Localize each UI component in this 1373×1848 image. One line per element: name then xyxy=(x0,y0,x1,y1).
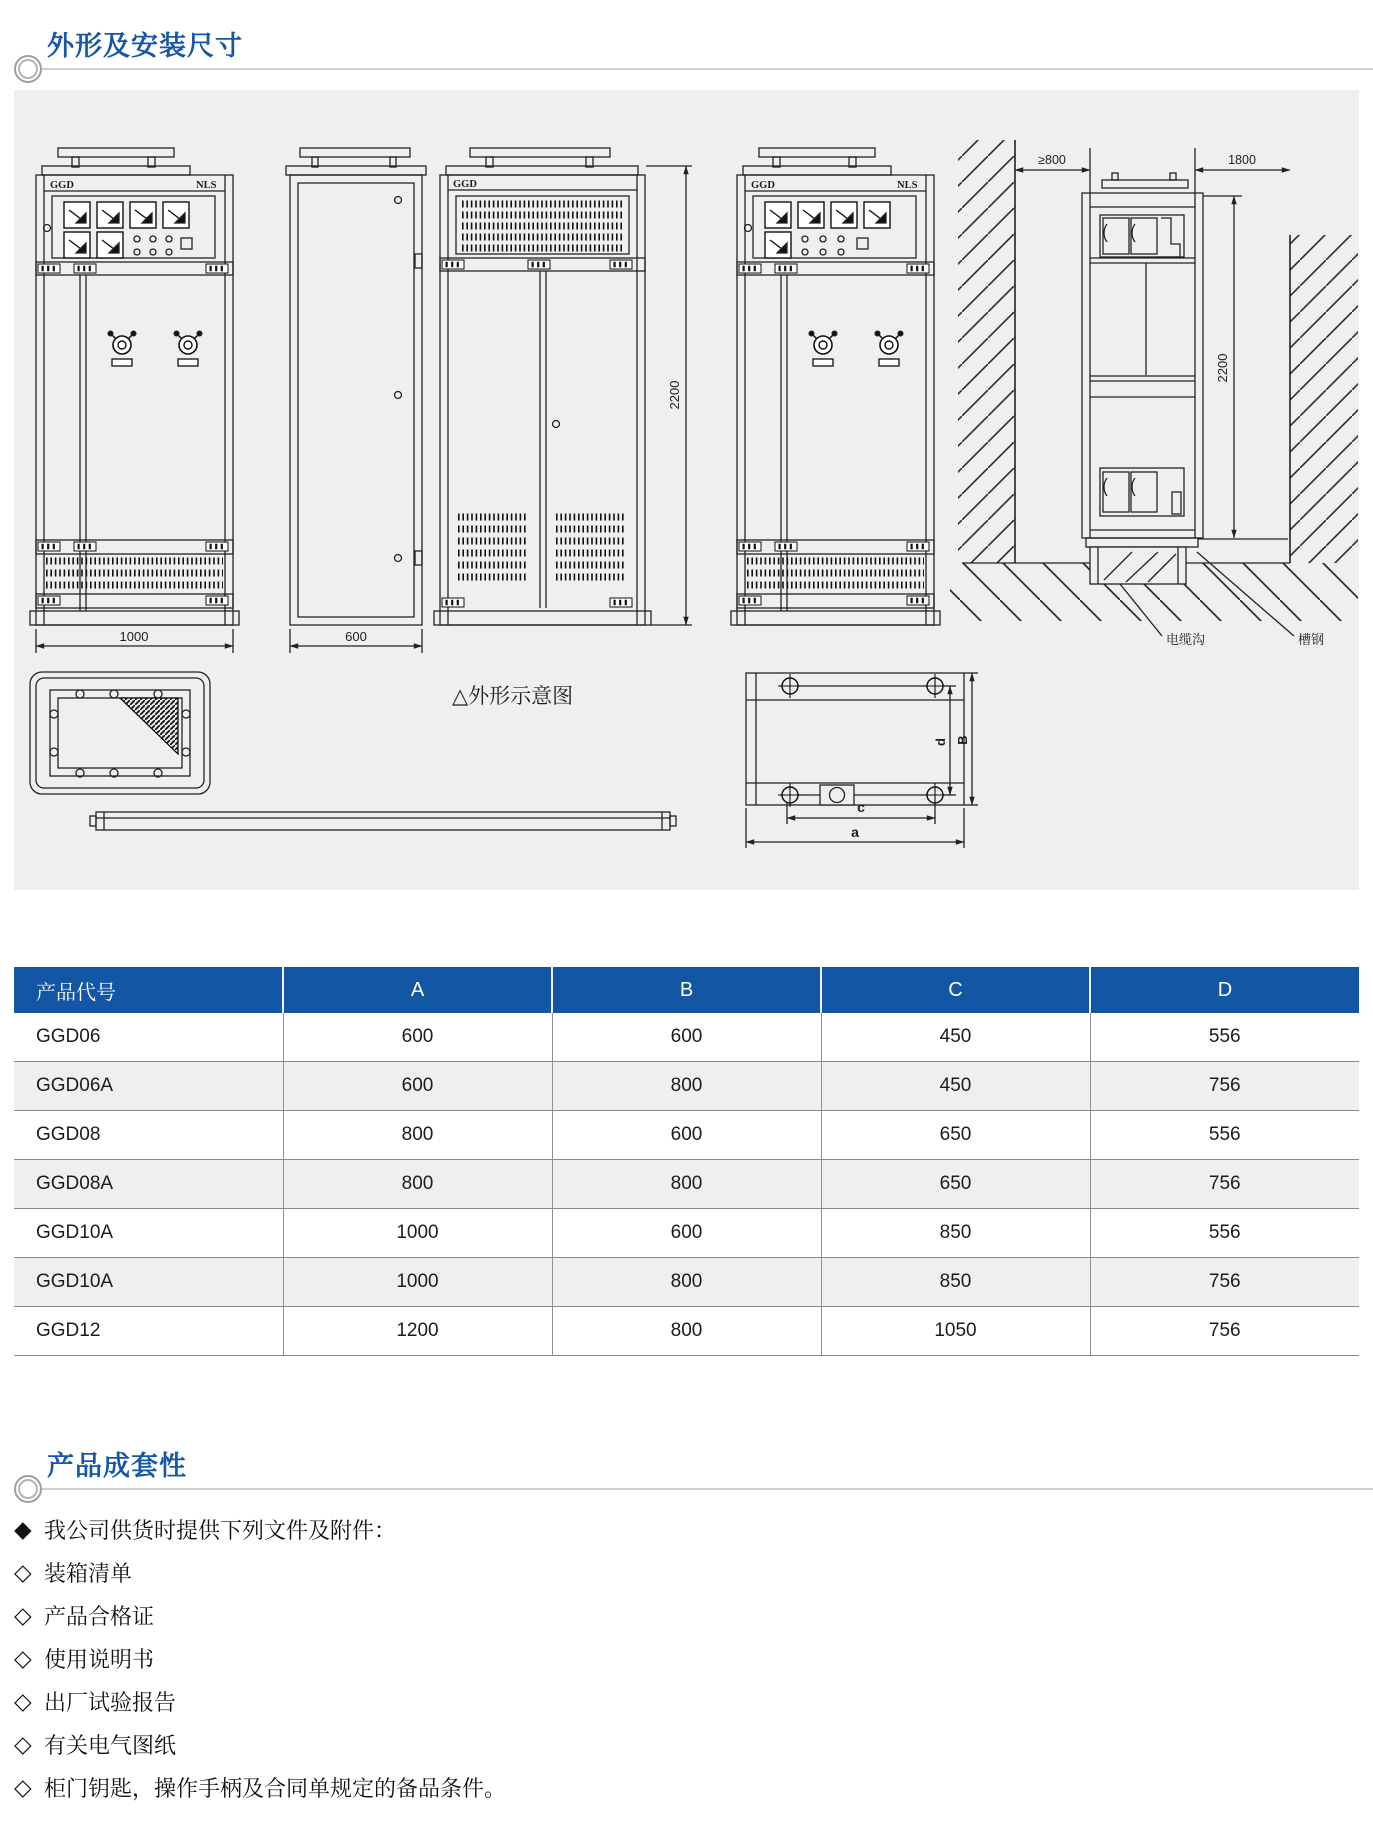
cell-c: 850 xyxy=(821,1258,1090,1307)
depth-dim-label: 1800 xyxy=(1228,153,1256,167)
installation-view-drawing xyxy=(950,140,1358,647)
cell-product-code: GGD06A xyxy=(14,1062,283,1111)
cell-a: 1200 xyxy=(283,1307,552,1356)
cell-a: 800 xyxy=(283,1160,552,1209)
front2-nls-label: NLS xyxy=(897,180,918,191)
cell-c: 450 xyxy=(821,1013,1090,1062)
table-row xyxy=(14,1160,1359,1209)
diamond-filled-bullet-icon: ◆ xyxy=(14,1516,32,1542)
cell-a: 1000 xyxy=(283,1258,552,1307)
technical-drawings xyxy=(14,90,1359,890)
cell-d: 756 xyxy=(1090,1307,1359,1356)
diamond-hollow-bullet-icon: ◇ xyxy=(14,1688,32,1714)
diamond-hollow-bullet-icon: ◇ xyxy=(14,1559,32,1585)
section-rule xyxy=(41,68,1373,70)
diamond-hollow-bullet-icon: ◇ xyxy=(14,1645,32,1671)
table-header-row xyxy=(14,967,1359,1013)
list-item xyxy=(14,1594,1214,1637)
cell-d: 556 xyxy=(1090,1013,1359,1062)
channel-bar-drawing xyxy=(90,812,676,830)
table-header-a: A xyxy=(283,967,552,1013)
table-row xyxy=(14,1013,1359,1062)
section-title: 外形及安装尺寸 xyxy=(47,31,243,61)
cell-d: 756 xyxy=(1090,1160,1359,1209)
install-height-dim-label: 2200 xyxy=(1215,353,1230,383)
front-view-drawing xyxy=(30,148,239,653)
back-ggd-label: GGD xyxy=(453,179,477,190)
section-rule xyxy=(41,1488,1373,1490)
diamond-hollow-bullet-icon: ◇ xyxy=(14,1731,32,1757)
front2-ggd-label: GGD xyxy=(751,180,775,191)
cell-c: 650 xyxy=(821,1111,1090,1160)
diamond-hollow-bullet-icon: ◇ xyxy=(14,1602,32,1628)
section-bullet-icon xyxy=(14,55,42,83)
cell-d: 756 xyxy=(1090,1258,1359,1307)
clearance-dim-label: ≥800 xyxy=(1038,153,1066,167)
cell-a: 600 xyxy=(283,1062,552,1111)
table-row xyxy=(14,1111,1359,1160)
cell-d: 556 xyxy=(1090,1209,1359,1258)
cell-product-code: GGD08A xyxy=(14,1160,283,1209)
list-item xyxy=(14,1766,1214,1809)
front-view2-drawing xyxy=(731,148,940,625)
dimensions-table xyxy=(14,967,1359,1356)
cell-d: 556 xyxy=(1090,1111,1359,1160)
cell-c: 1050 xyxy=(821,1307,1090,1356)
list-item-text: 有关电气图纸 xyxy=(44,1733,177,1758)
cell-a: 800 xyxy=(283,1111,552,1160)
list-item-text: 使用说明书 xyxy=(44,1647,155,1672)
channel-steel-label: 槽钢 xyxy=(1298,632,1325,647)
cell-c: 650 xyxy=(821,1160,1090,1209)
cell-b: 600 xyxy=(552,1209,821,1258)
plan-view-drawing xyxy=(746,673,978,848)
list-item-text: 我公司供货时提供下列文件及附件： xyxy=(44,1518,397,1543)
completeness-list xyxy=(14,1508,1214,1809)
cell-a: 600 xyxy=(283,1013,552,1062)
plan-dim-d-label: d xyxy=(933,738,948,746)
list-item xyxy=(14,1680,1214,1723)
cell-c: 450 xyxy=(821,1062,1090,1111)
table-row xyxy=(14,1062,1359,1111)
diamond-hollow-bullet-icon: ◇ xyxy=(14,1774,32,1800)
list-item xyxy=(14,1508,1214,1551)
section-bullet-icon xyxy=(14,1475,42,1503)
table-header-d: D xyxy=(1090,967,1359,1013)
cell-b: 800 xyxy=(552,1258,821,1307)
cell-b: 800 xyxy=(552,1307,821,1356)
plan-dim-c-label: c xyxy=(857,799,865,815)
cell-product-code: GGD10A xyxy=(14,1258,283,1307)
cell-product-code: GGD06 xyxy=(14,1013,283,1062)
cell-product-code: GGD10A xyxy=(14,1209,283,1258)
section-header-dimensions xyxy=(0,24,1373,76)
list-item-text: 装箱清单 xyxy=(44,1561,133,1586)
table-header-product-code: 产品代号 xyxy=(14,967,283,1013)
front-nls-label: NLS xyxy=(196,180,217,191)
cell-b: 600 xyxy=(552,1013,821,1062)
list-item xyxy=(14,1551,1214,1594)
cell-b: 600 xyxy=(552,1111,821,1160)
table-row xyxy=(14,1209,1359,1258)
back-view-drawing xyxy=(434,148,692,625)
cell-c: 850 xyxy=(821,1209,1090,1258)
section-header-completeness xyxy=(0,1444,1373,1496)
side-width-dim-label: 600 xyxy=(345,629,367,644)
cell-product-code: GGD08 xyxy=(14,1111,283,1160)
cell-a: 1000 xyxy=(283,1209,552,1258)
front-ggd-label: GGD xyxy=(50,180,74,191)
list-item-text: 出厂试验报告 xyxy=(44,1690,177,1715)
front-width-dim-label: 1000 xyxy=(119,629,149,644)
back-height-dim-label: 2200 xyxy=(667,380,682,410)
table-header-b: B xyxy=(552,967,821,1013)
list-item xyxy=(14,1723,1214,1766)
table-header-c: C xyxy=(821,967,1090,1013)
door-detail-drawing xyxy=(30,672,210,794)
list-item xyxy=(14,1637,1214,1680)
trench-label: 电缆沟 xyxy=(1166,632,1206,647)
section-title: 产品成套性 xyxy=(47,1451,187,1481)
cell-product-code: GGD12 xyxy=(14,1307,283,1356)
cell-d: 756 xyxy=(1090,1062,1359,1111)
drawings-panel xyxy=(14,90,1359,890)
list-item-text: 柜门钥匙，操作手柄及合同单规定的备品条件。 xyxy=(44,1776,507,1801)
drawing-caption: △外形示意图 xyxy=(452,685,574,708)
table-row xyxy=(14,1258,1359,1307)
cell-b: 800 xyxy=(552,1062,821,1111)
plan-dim-a-label: a xyxy=(851,824,859,840)
cell-b: 800 xyxy=(552,1160,821,1209)
table-row xyxy=(14,1307,1359,1356)
side-view-drawing xyxy=(286,148,426,653)
list-item-text: 产品合格证 xyxy=(44,1604,155,1629)
plan-dim-b-label: B xyxy=(955,735,970,745)
